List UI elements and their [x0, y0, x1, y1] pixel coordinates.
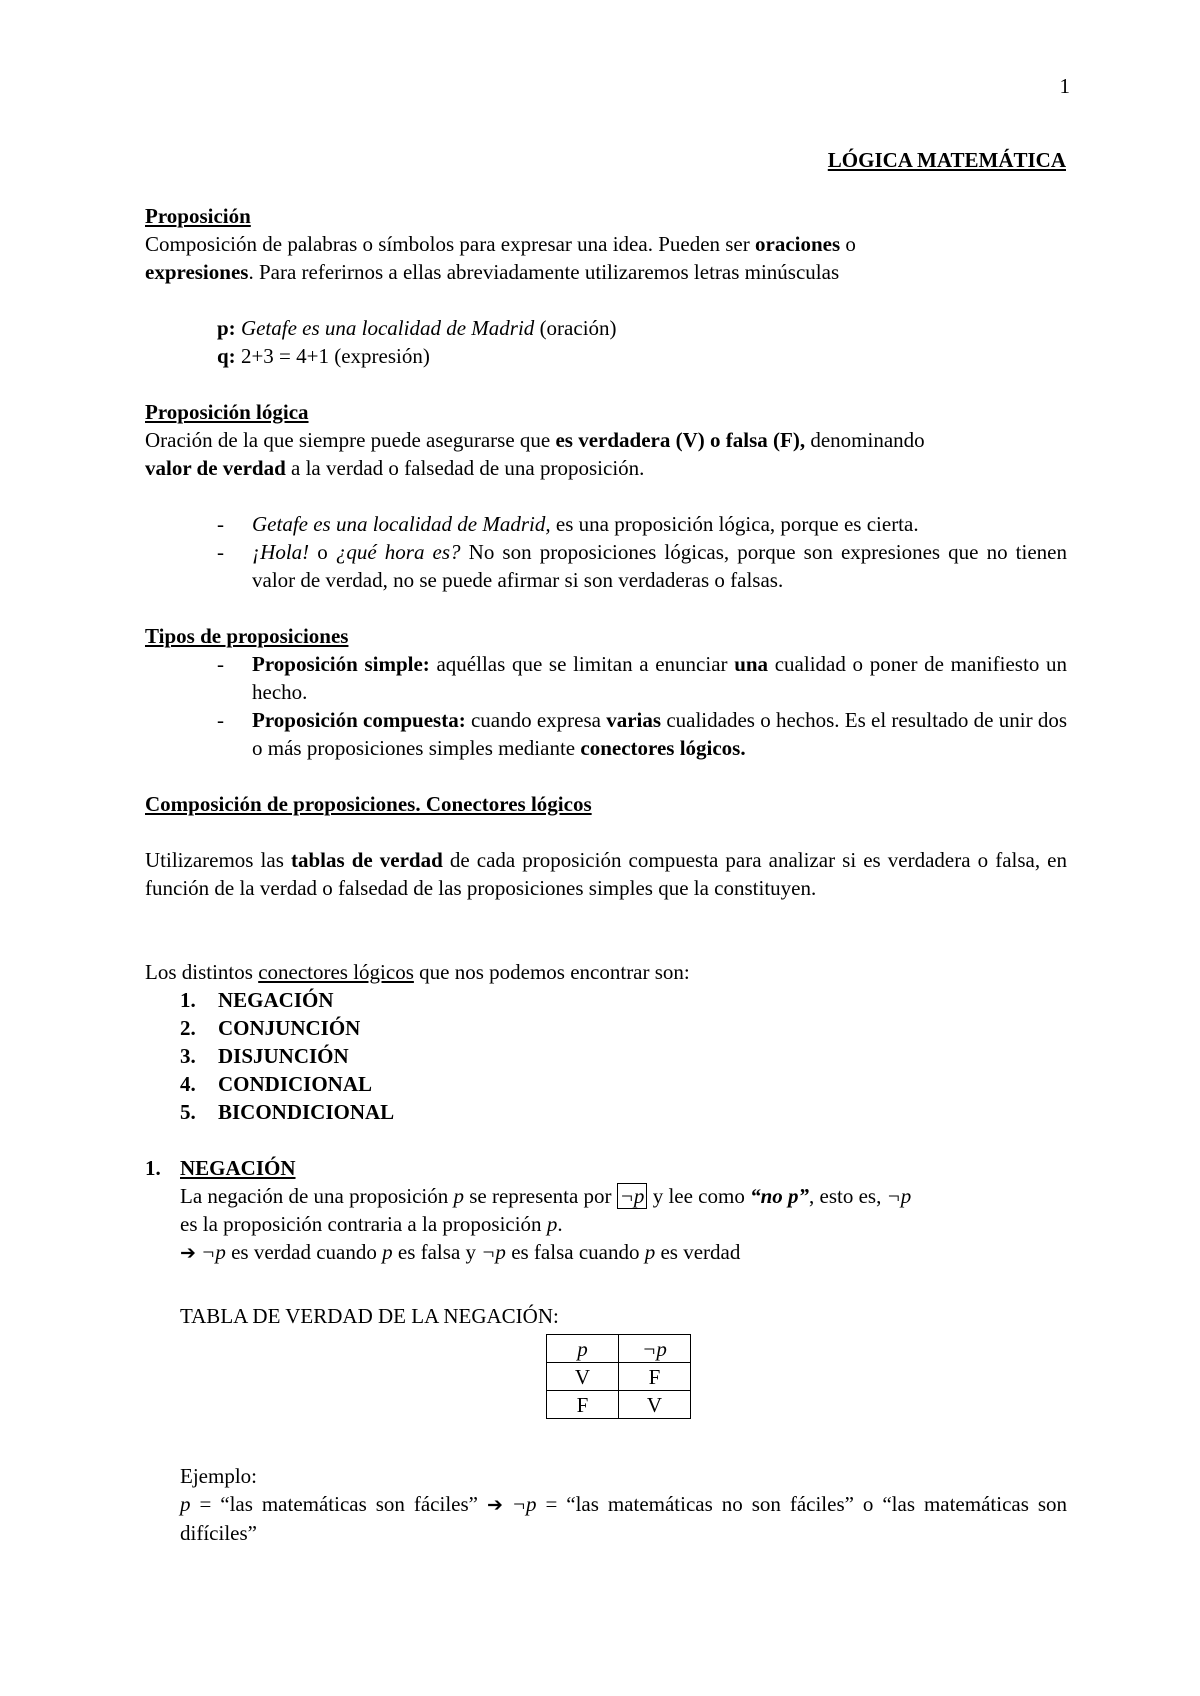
table-row [547, 1363, 691, 1391]
connector-label: DISJUNCIÓN [218, 1044, 349, 1068]
negacion-line-3: ➔ ¬p es verdad cuando p es falsa y ¬p es falsa cuando p es verdad [180, 1240, 741, 1264]
table-row [547, 1391, 691, 1419]
table-header-cell: ¬p [619, 1335, 691, 1363]
connector-label: BICONDICIONAL [218, 1100, 395, 1124]
table-cell: F [547, 1391, 619, 1419]
truth-table-negacion [546, 1334, 691, 1419]
heading-composicion: Composición de proposiciones. Conectores lógicos [145, 792, 592, 816]
logica-item-1: Getafe es una localidad de Madrid, es una proposición lógica, porque es cierta. [252, 512, 919, 536]
composicion-paragraph-2: Los distintos conectores lógicos que nos podemos encontrar son: [145, 960, 690, 984]
example-p: p: Getafe es una localidad de Madrid (oración) [217, 316, 617, 340]
tipos-item-compuesta: Proposición compuesta: cuando expresa varias cualidades o hechos. Es el resultado de unir dos o más proposiciones simples mediante conectores lógicos. [252, 708, 1067, 760]
connector-number: 4. [180, 1072, 196, 1096]
heading-proposicion-logica: Proposición lógica [145, 400, 309, 424]
example-label: Ejemplo: [180, 1464, 257, 1488]
heading-negacion: NEGACIÓN [180, 1156, 296, 1180]
heading-tipos: Tipos de proposiciones [145, 624, 349, 648]
connector-label: CONDICIONAL [218, 1072, 373, 1096]
arrow-right-icon: ➔ [486, 1494, 503, 1516]
negation-symbol-box: ¬p [617, 1183, 648, 1209]
table-header-cell: p [547, 1335, 619, 1363]
composicion-paragraph-1: Utilizaremos las tablas de verdad de cada proposición compuesta para analizar si es verdadera o falsa, en función de la verdad o falsedad de las proposiciones simples que la constituyen. [145, 848, 1068, 900]
heading-proposicion: Proposición [145, 204, 251, 228]
proposicion-line-1: Composición de palabras o símbolos para expresar una idea. Pueden ser oraciones o [145, 232, 856, 256]
arrow-right-icon: ➔ [180, 1242, 196, 1264]
negacion-line-2: es la proposición contraria a la proposición p. [180, 1212, 563, 1236]
proposicion-line-2: expresiones. Para referirnos a ellas abreviadamente utilizaremos letras minúsculas [145, 260, 840, 284]
connector-number: 2. [180, 1016, 196, 1040]
connector-number: 1. [180, 988, 196, 1012]
negacion-line-1: La negación de una proposición p se representa por ¬p y lee como “no p”, esto es, ¬p [180, 1184, 912, 1208]
connector-label: NEGACIÓN [218, 988, 334, 1012]
connector-label: CONJUNCIÓN [218, 1016, 361, 1040]
table-header-row [547, 1335, 691, 1363]
connector-number: 5. [180, 1100, 196, 1124]
negacion-number: 1. [145, 1156, 161, 1180]
tipos-item-simple: Proposición simple: aquéllas que se limitan a enunciar una cualidad o poner de manifiesto un hecho. [252, 652, 1067, 704]
table-cell: V [619, 1391, 691, 1419]
list-bullet: - [217, 512, 224, 536]
truth-table-title: TABLA DE VERDAD DE LA NEGACIÓN: [180, 1304, 559, 1328]
list-bullet: - [217, 708, 224, 732]
logica-line-2: valor de verdad a la verdad o falsedad de una proposición. [145, 456, 645, 480]
connector-number: 3. [180, 1044, 196, 1068]
document-title: LÓGICA MATEMÁTICA [827, 148, 1066, 172]
list-bullet: - [217, 540, 224, 564]
page-number: 1 [1059, 74, 1070, 98]
example-q: q: 2+3 = 4+1 (expresión) [217, 344, 430, 368]
table-cell: F [619, 1363, 691, 1391]
example-text: p = “las matemáticas son fáciles” ➔ ¬p = “las matemáticas no son fáciles” o “las matemáticas son difíciles” [180, 1492, 1068, 1545]
logica-line-1: Oración de la que siempre puede asegurarse que es verdadera (V) o falsa (F), denominando [145, 428, 925, 452]
table-cell: V [547, 1363, 619, 1391]
logica-item-2: ¡Hola! o ¿qué hora es? No son proposiciones lógicas, porque son expresiones que no tienen valor de verdad, no se puede afirmar si son verdaderas o falsas. [252, 540, 1067, 592]
list-bullet: - [217, 652, 224, 676]
